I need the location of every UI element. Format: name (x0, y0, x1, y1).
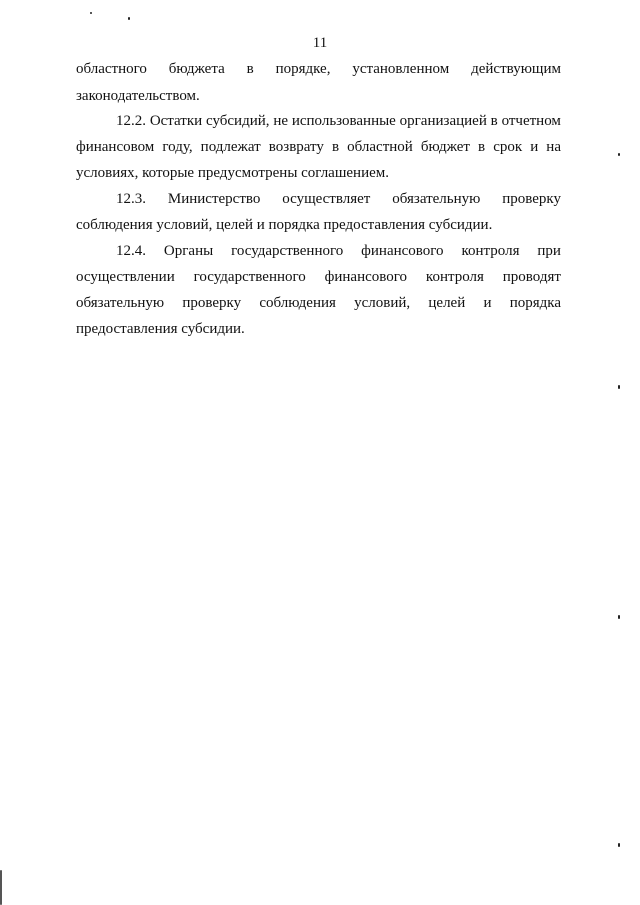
word: установленном (352, 61, 450, 77)
word: возврату (268, 139, 324, 155)
text-line-8 (116, 241, 561, 261)
scan-speck (618, 385, 620, 389)
word: финансовом (76, 139, 155, 155)
word: целей (428, 295, 466, 311)
word: государственного (231, 243, 344, 259)
scan-speck (90, 12, 92, 14)
word: в (246, 61, 254, 77)
text-line-6 (116, 189, 561, 209)
word: при (537, 243, 561, 259)
word: областной (347, 139, 413, 155)
word: контроля (461, 243, 520, 259)
word: осуществлении (76, 269, 175, 285)
word: финансового (324, 269, 408, 285)
word: срок (493, 139, 523, 155)
text-line-1 (76, 59, 561, 79)
word: отчетном (501, 113, 561, 129)
scan-speck (618, 153, 620, 156)
text-line-11: предоставления субсидии. (76, 321, 245, 337)
text-line-7: соблюдения условий, целей и порядка предоставления субсидии. (76, 217, 493, 233)
word: финансового (361, 243, 444, 259)
word: обязательную (392, 191, 481, 207)
word: Органы (163, 243, 214, 259)
text-line-9 (76, 267, 561, 287)
scan-speck (0, 870, 2, 905)
word: и (483, 295, 492, 311)
word: условий, (354, 295, 411, 311)
text-line-4 (76, 137, 561, 157)
word: осуществляет (282, 191, 371, 207)
word: обязательную (76, 295, 165, 311)
word: в (331, 139, 340, 155)
word: порядке, (275, 61, 331, 77)
word: государственного (193, 269, 306, 285)
word: порядка (509, 295, 561, 311)
text-line-10 (76, 293, 561, 313)
word: областного (76, 61, 147, 77)
word: бюджет (420, 139, 470, 155)
word: году, (162, 139, 193, 155)
word: субсидий, (206, 113, 270, 129)
word: Остатки (149, 113, 203, 129)
word: организацией (399, 113, 487, 129)
text-line-5: условиях, которые предусмотрены соглашением. (76, 165, 390, 181)
word: в (490, 113, 498, 129)
scan-speck (128, 17, 130, 20)
word: Министерство (167, 191, 261, 207)
word: действующим (471, 61, 561, 77)
word: на (546, 139, 561, 155)
scan-speck (618, 615, 620, 619)
word: 12.2. (116, 113, 146, 129)
text-line-3 (116, 111, 561, 131)
word: соблюдения (259, 295, 336, 311)
word: в (478, 139, 486, 155)
word: проверку (502, 191, 561, 207)
text-line-2: законодательством. (76, 88, 200, 104)
word: 12.4. (116, 243, 146, 259)
word: подлежат (200, 139, 261, 155)
word: и (530, 139, 539, 155)
word: бюджета (168, 61, 225, 77)
word: контроля (425, 269, 484, 285)
word: 12.3. (116, 191, 146, 207)
scan-speck (618, 843, 620, 847)
word: использованные (291, 113, 396, 129)
word: не (273, 113, 289, 129)
word: проводят (502, 269, 561, 285)
page-number: 11 (312, 35, 328, 51)
word: проверку (182, 295, 242, 311)
